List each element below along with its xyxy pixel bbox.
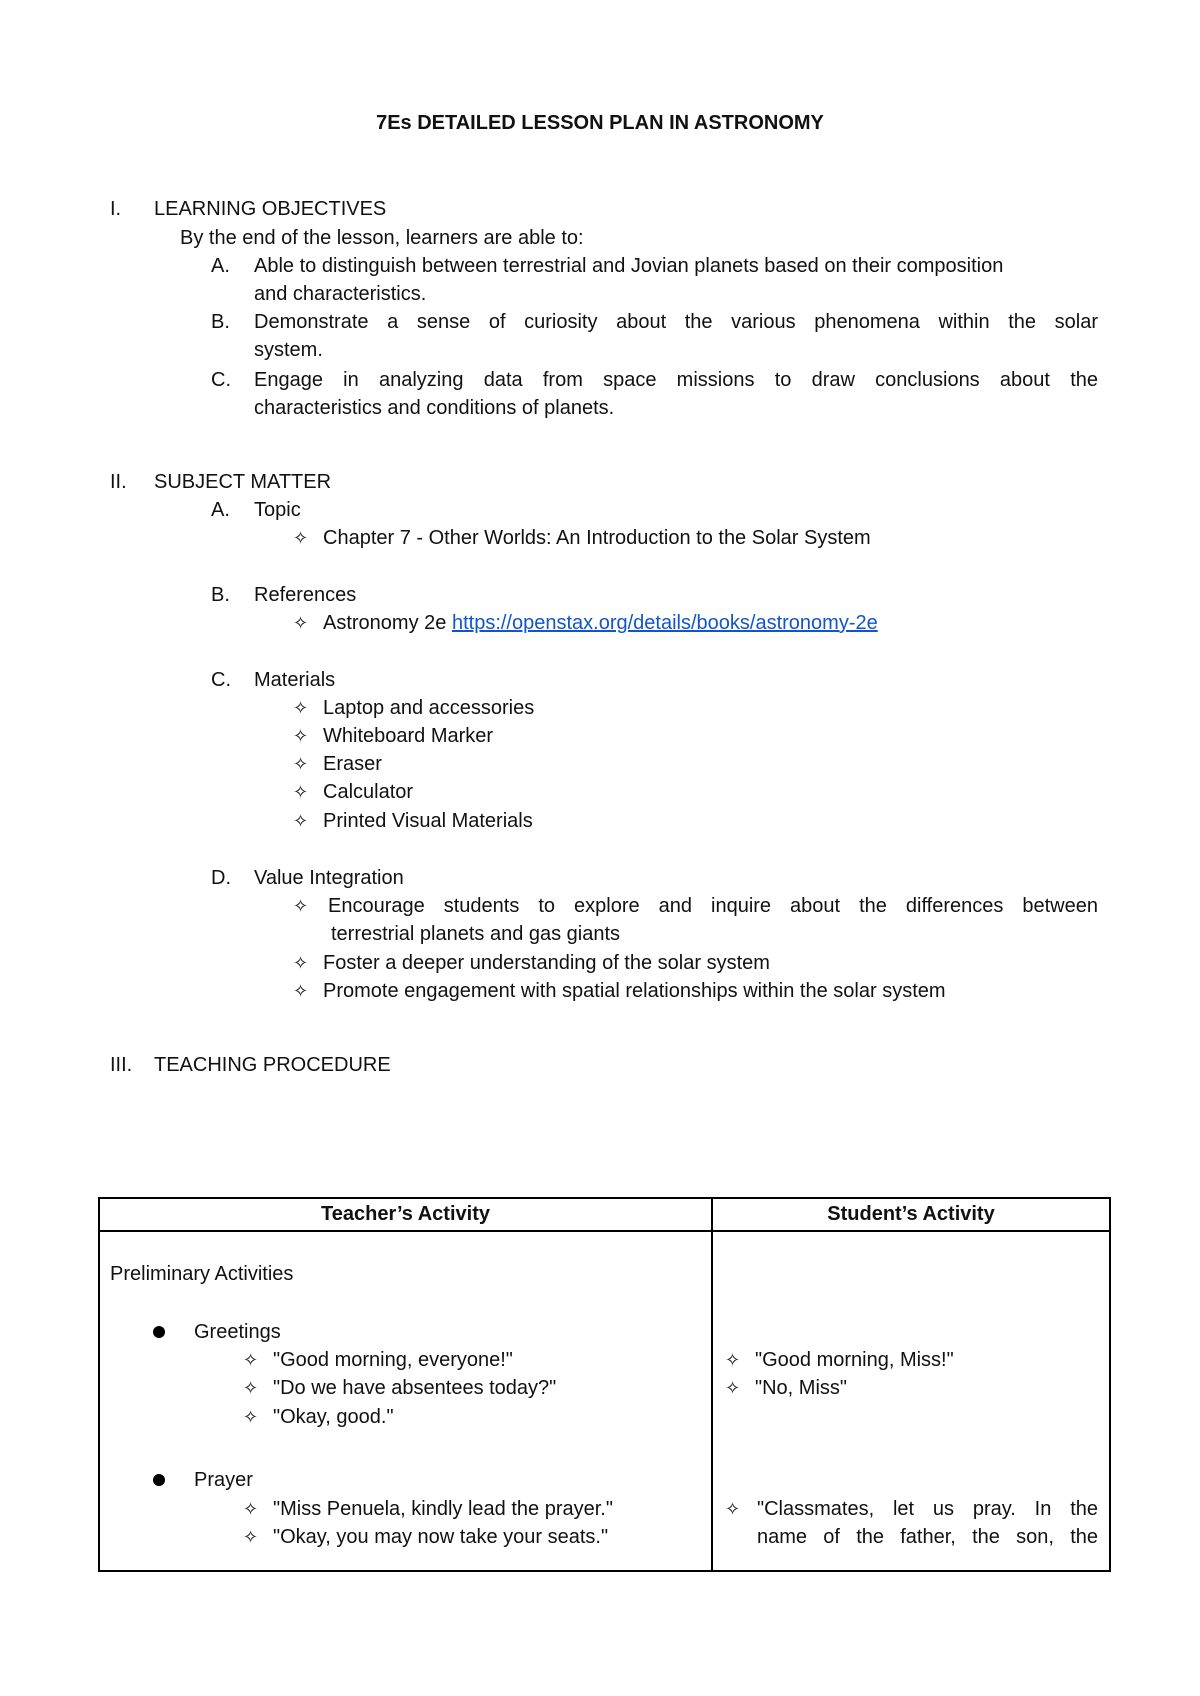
star-outline-icon: ✧ [293,754,309,774]
topic-label: Topic [254,499,301,521]
student-greeting-line [725,1376,847,1400]
student-prayer-star [725,1497,755,1521]
topic-item-text: Chapter 7 - Other Worlds: An Introduction to the Solar System [323,527,871,549]
references-text: Astronomy 2e [323,612,447,634]
values-letter: D. [211,867,231,889]
star-outline-icon: ✧ [293,782,309,802]
topic-item [293,526,871,550]
value-item-3: Promote engagement with spatial relationships within the solar system [323,980,946,1002]
star-outline-icon: ✧ [243,1378,259,1398]
material-text: Whiteboard Marker [323,725,494,747]
greetings-label: Greetings [194,1321,281,1343]
star-outline-icon: ✧ [293,528,309,548]
table-right-border [1109,1197,1111,1572]
materials-letter: C. [211,669,231,691]
student-prayer-line1: "Classmates, let us pray. In the [757,1498,1098,1520]
star-outline-icon: ✧ [293,698,309,718]
topic-letter: A. [211,499,230,521]
star-outline-icon: ✧ [293,896,309,916]
student-greeting-text: "No, Miss" [755,1377,847,1399]
preliminary-activities-label: Preliminary Activities [110,1263,294,1285]
star-outline-icon: ✧ [243,1407,259,1427]
objective-c-line2: characteristics and conditions of planets. [254,397,615,419]
filled-circle-icon [153,1474,165,1486]
teacher-prayer-line [243,1497,613,1521]
student-prayer-line2: name of the father, the son, the [757,1526,1098,1548]
section-2-numeral: II. [110,471,127,493]
value-item [293,951,770,975]
material-text: Eraser [323,753,382,775]
objective-c-letter: C. [211,369,231,391]
student-greeting-text: "Good morning, Miss!" [755,1349,954,1371]
objective-b-line1: Demonstrate a sense of curiosity about the various phenomena within the solar [254,311,1098,333]
references-label: References [254,584,357,606]
section-3-heading: TEACHING PROCEDURE [154,1054,391,1076]
value-item-2: Foster a deeper understanding of the solar system [323,952,770,974]
value-star-1 [293,894,323,918]
star-outline-icon: ✧ [243,1499,259,1519]
star-outline-icon: ✧ [293,981,309,1001]
star-outline-icon: ✧ [293,613,309,633]
references-letter: B. [211,584,230,606]
value-item-1-line1: Encourage students to explore and inquire about the differences between [328,895,1098,917]
objective-a-line2: and characteristics. [254,283,427,305]
material-item [293,724,493,748]
star-outline-icon: ✧ [293,811,309,831]
section-1-numeral: I. [110,198,122,220]
star-outline-icon: ✧ [293,726,309,746]
table-column-divider [711,1197,713,1572]
objective-b-line2: system. [254,339,323,361]
teacher-greeting-text: "Good morning, everyone!" [273,1349,513,1371]
table-top-border [98,1197,1111,1199]
teacher-prayer-text: "Miss Penuela, kindly lead the prayer." [273,1498,613,1520]
section-2-heading: SUBJECT MATTER [154,471,332,493]
document-title: 7Es DETAILED LESSON PLAN IN ASTRONOMY [376,112,824,134]
teacher-greeting-text: "Do we have absentees today?" [273,1377,557,1399]
star-outline-icon: ✧ [725,1378,741,1398]
section-3-numeral: III. [110,1054,133,1076]
material-item [293,696,534,720]
section-1-heading: LEARNING OBJECTIVES [154,198,387,220]
table-header-teacher: Teacher’s Activity [321,1203,490,1225]
filled-circle-icon [153,1326,165,1338]
reference-link[interactable]: https://openstax.org/details/books/astronomy-2e [451,612,878,634]
table-header-student: Student’s Activity [827,1203,995,1225]
table-left-border [98,1197,100,1572]
material-text: Calculator [323,781,414,803]
value-item [293,979,946,1003]
table-bottom-border [98,1570,1111,1572]
star-outline-icon: ✧ [293,953,309,973]
material-item [293,752,382,776]
objective-b-letter: B. [211,311,230,333]
value-item-1-line2: terrestrial planets and gas giants [331,923,621,945]
objectives-intro: By the end of the lesson, learners are able to: [180,227,584,249]
teacher-greeting-line [243,1405,394,1429]
teacher-greeting-line [243,1348,513,1372]
values-label: Value Integration [254,867,404,889]
teacher-greeting-line [243,1376,556,1400]
references-item [293,611,878,635]
objective-a-line1: Able to distinguish between terrestrial and Jovian planets based on their composition [254,255,1004,277]
star-outline-icon: ✧ [725,1350,741,1370]
star-outline-icon: ✧ [243,1350,259,1370]
teacher-greeting-text: "Okay, good." [273,1406,394,1428]
material-item [293,780,413,804]
teacher-prayer-line [243,1525,608,1549]
star-outline-icon: ✧ [725,1499,741,1519]
objective-c-line1: Engage in analyzing data from space missions to draw conclusions about the [254,369,1098,391]
teacher-prayer-text: "Okay, you may now take your seats." [273,1526,609,1548]
material-text: Laptop and accessories [323,697,535,719]
objective-a-letter: A. [211,255,230,277]
table-header-border [98,1230,1111,1232]
prayer-label: Prayer [194,1469,253,1491]
material-text: Printed Visual Materials [323,810,533,832]
star-outline-icon: ✧ [243,1527,259,1547]
material-item [293,809,533,833]
student-greeting-line [725,1348,954,1372]
materials-label: Materials [254,669,336,691]
